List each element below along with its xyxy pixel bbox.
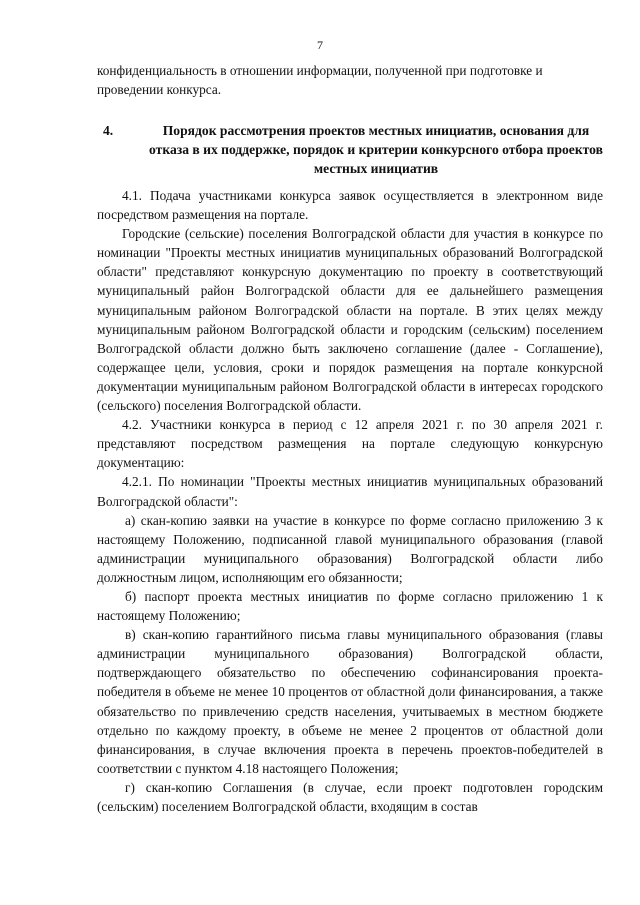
- paragraph-settlements: Городские (сельские) поселения Волгоградской области для участия в конкурсе по номинации "Проекты местных инициатив муниципальных образований Волгоградской области" представляют конкурсную документацию по проекту в соответствующий муниципальный район Волгоградской области для ее дальнейшего размещения муниципальным районом Волгоградской области на портале. В этих целях между муниципальным районом Волгоградской области и городским (сельским) поселением Волгоградской области должно быть заключено соглашение (далее - Соглашение), содержащее цели, условия, сроки и порядок размещения на портале конкурсной документации муниципальным районом Волгоградской области в интересах городского (сельского) поселения Волгоградской области.: [97, 226, 603, 414]
- intro-line-2: проведении конкурса.: [97, 82, 222, 98]
- section-title: Порядок рассмотрения проектов местных инициатив, основания для отказа в их поддержке, порядок и критерии конкурсного отбора проектов местных инициатив: [149, 123, 603, 176]
- intro-text: [97, 61, 603, 99]
- intro-line-1: конфиденциальность в отношении информации, полученной при подготовке и: [97, 63, 543, 78]
- paragraph-4-2-1: 4.2.1. По номинации "Проекты местных инициатив муниципальных образований Волгоградской области":: [97, 474, 603, 509]
- paragraph-4-1: 4.1. Подача участниками конкурса заявок осуществляется в электронном виде посредством размещения на портале.: [97, 188, 603, 223]
- item-g: г) скан-копию Соглашения (в случае, если проект подготовлен городским (сельским) поселением Волгоградской области, входящим в состав: [97, 779, 603, 814]
- page-number: 7: [317, 38, 323, 52]
- section-body: [97, 186, 603, 816]
- paragraph-4-2: 4.2. Участники конкурса в период с 12 апреля 2021 г. по 30 апреля 2021 г. представляют посредством размещения на портале следующую конкурсную документацию:: [97, 417, 603, 471]
- item-a: а) скан-копию заявки на участие в конкурсе по форме согласно приложению 3 к настоящему Положению, подписанной главой муниципального образования (главой администрации муниципального образования) Волгоградской области либо должностным лицом, исполняющим его обязанности;: [97, 512, 603, 585]
- item-v: в) скан-копию гарантийного письма главы муниципального образования (главы администрации муниципального образования) Волгоградской области, подтверждающего обязательство по обеспечению софинансирования проекта-победителя в объеме не менее 10 процентов от областной доли финансирования, а также обязательство по привлечению средств населения, учитываемых в местном бюджете отдельно по каждому проекту, в объеме не менее 2 процентов от областной доли финансирования, в случае включения проекта в перечень проектов-победителей в соответствии с пунктом 4.18 настоящего Положения;: [97, 627, 603, 776]
- item-b: б) паспорт проекта местных инициатив по форме согласно приложению 1 к настоящему Положению;: [97, 588, 603, 624]
- section-heading: [97, 121, 603, 178]
- section-number: 4.: [103, 123, 114, 138]
